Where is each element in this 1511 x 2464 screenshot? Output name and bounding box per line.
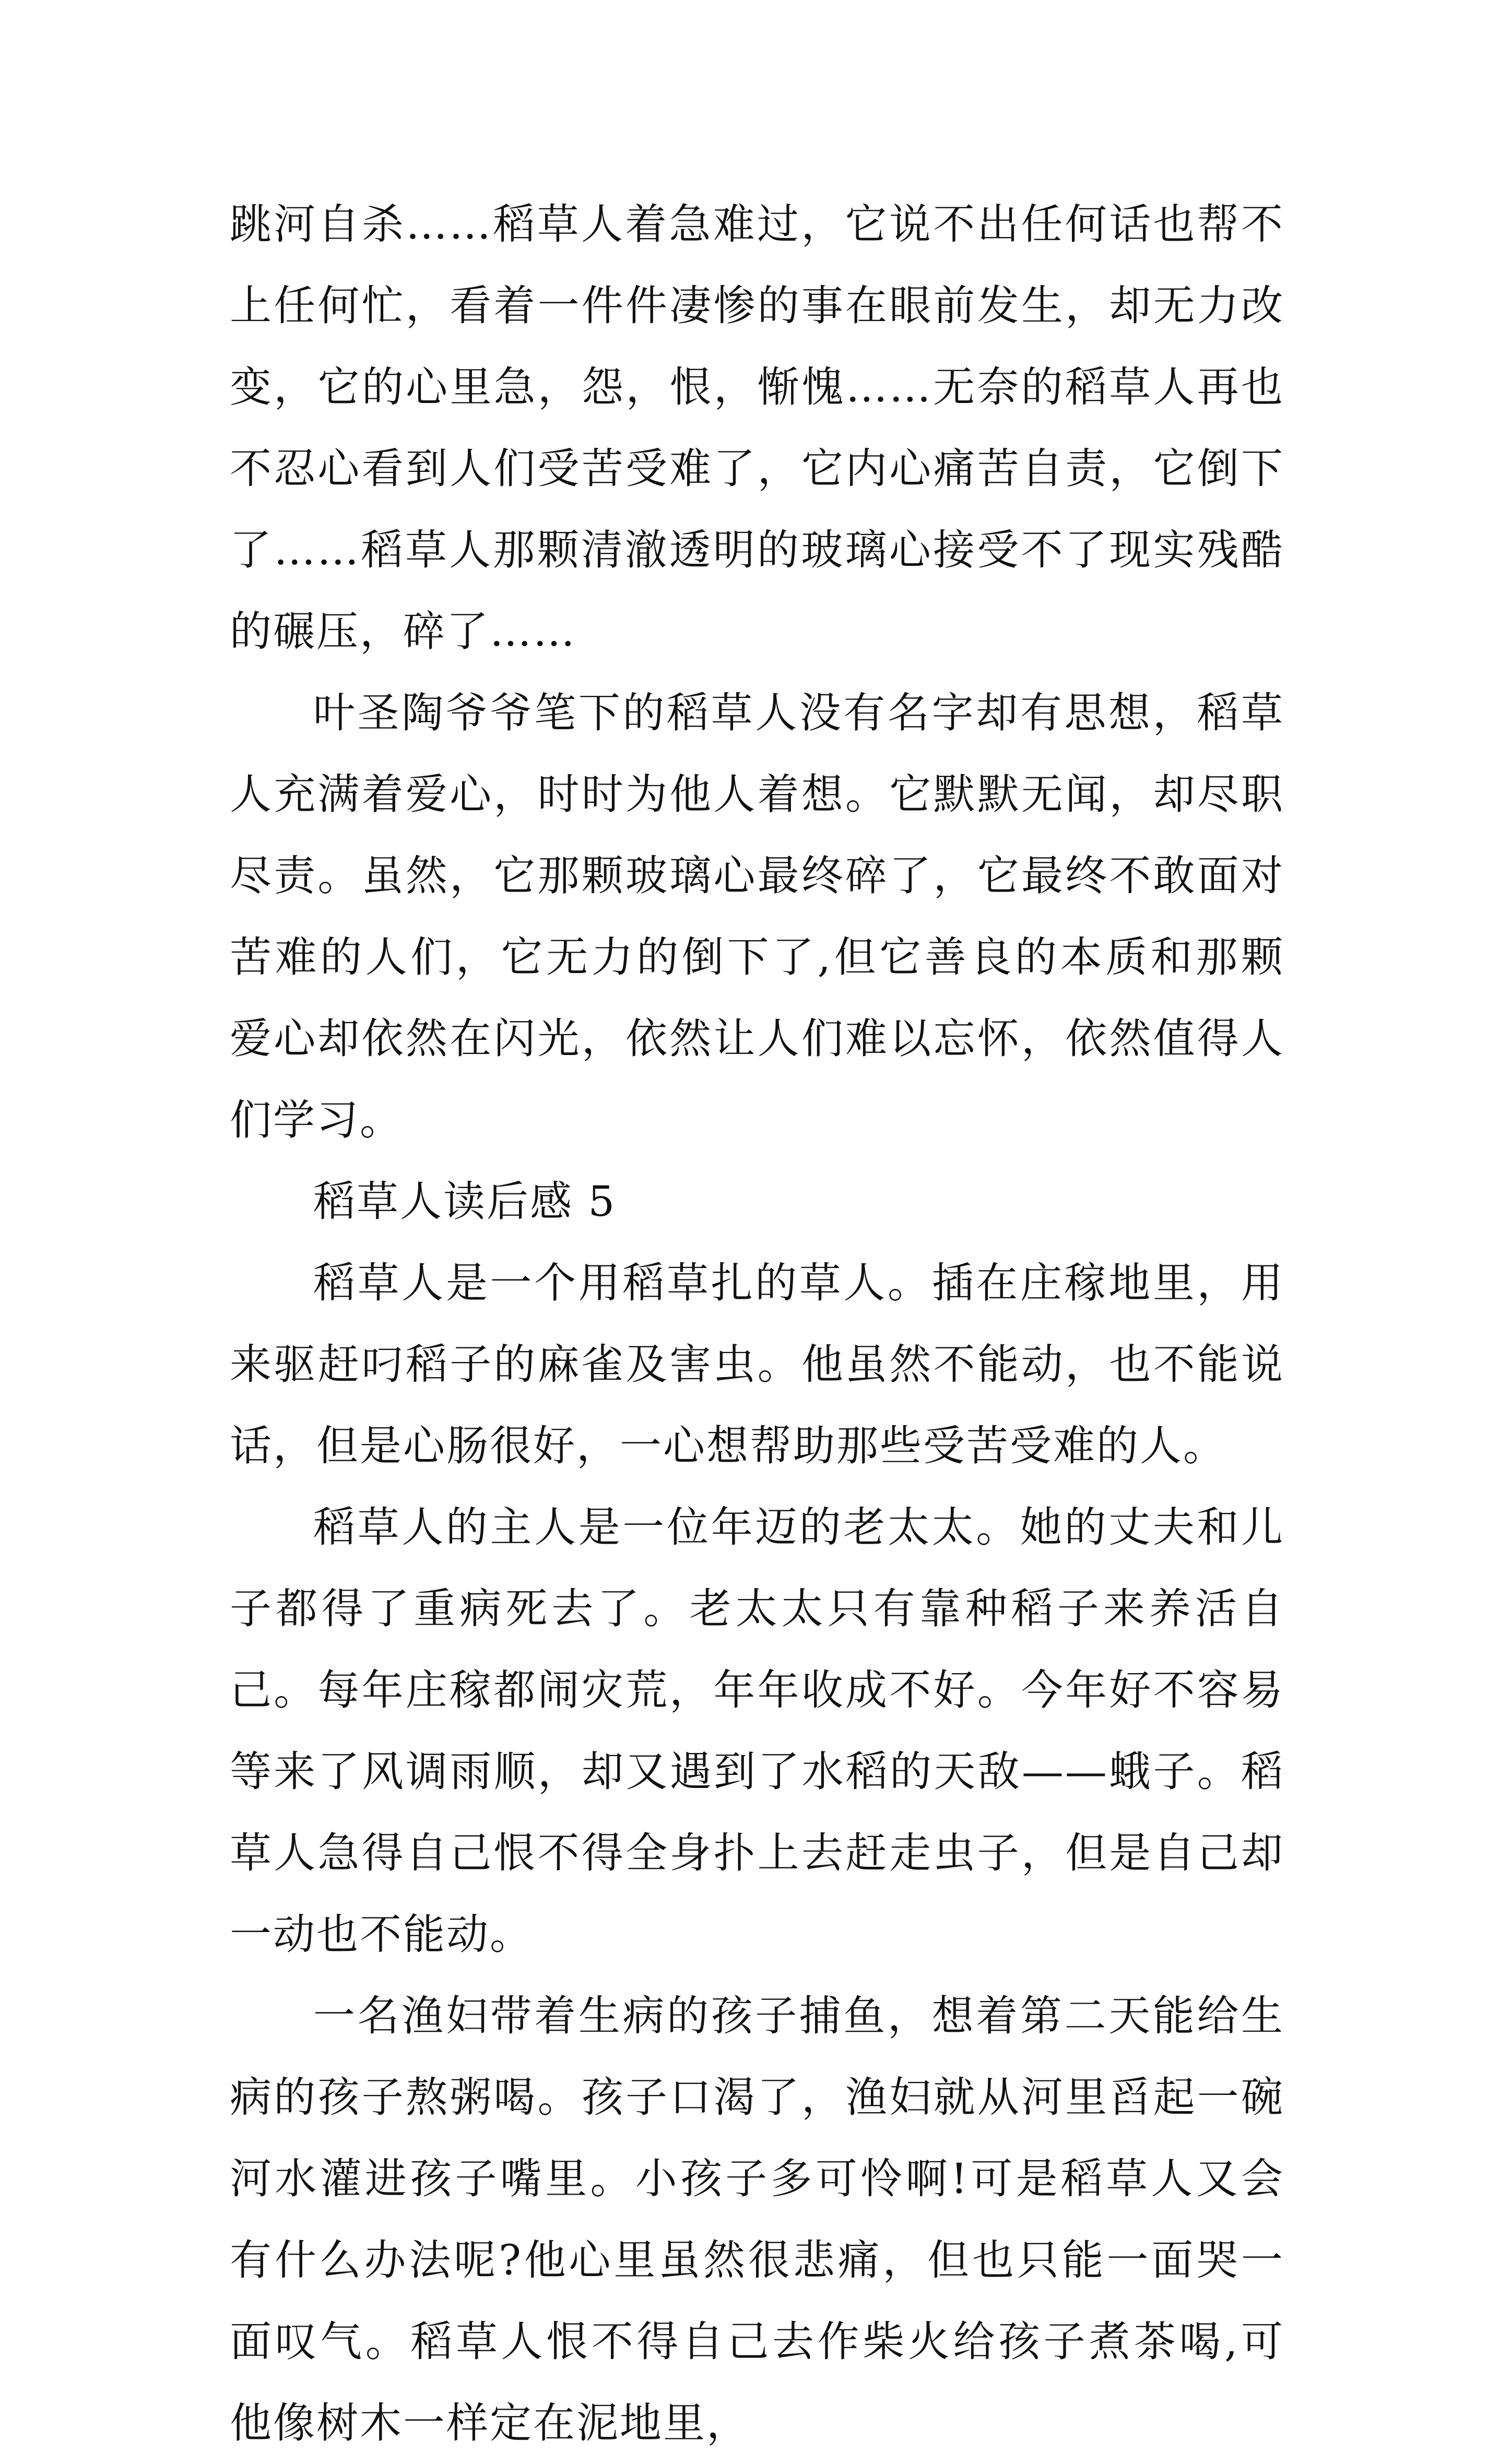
section-heading: 稻草人读后感 5: [313, 1177, 617, 1226]
paragraph-1: 跳河自杀……稻草人着急难过，它说不出任何话也帮不上任何忙，看着一件件凄惨的事在眼前发生，却无力改变，它的心里急，怨，恨，惭愧……无奈的稻草人再也不忍心看到人们受苦受难了，它内心痛苦自责，它倒下了……稻草人那颗清澈透明的玻璃心接受不了现实残酷的碾压，碎了……: [230, 200, 1284, 656]
paragraph-3: 稻草人是一个用稻草扎的草人。插在庄稼地里，用来驱赶叼稻子的麻雀及害虫。他虽然不能动，也不能说话，但是心肠很好，一心想帮助那些受苦受难的人。: [230, 1259, 1284, 1470]
paragraph-4: 稻草人的主人是一位年迈的老太太。她的丈夫和儿子都得了重病死去了。老太太只有靠种稻子来养活自己。每年庄稼都闹灾荒，年年收成不好。今年好不容易等来了风调雨顺，却又遇到了水稻的天敌——蛾子。稻草人急得自己恨不得全身扑上去赶走虫子，但是自己却一动也不能动。: [230, 1503, 1284, 1959]
document-body: [230, 184, 1284, 2464]
paragraph-5: 一名渔妇带着生病的孩子捕鱼，想着第二天能给生病的孩子熬粥喝。孩子口渴了，渔妇就从河里舀起一碗河水灌进孩子嘴里。小孩子多可怜啊!可是稻草人又会有什么办法呢?他心里虽然很悲痛，但也只能一面哭一面叹气。稻草人恨不得自己去作柴火给孩子煮茶喝,可他像树木一样定在泥地里，: [230, 1992, 1284, 2447]
paragraph-2: 叶圣陶爷爷笔下的稻草人没有名字却有思想，稻草人充满着爱心，时时为他人着想。它默默无闻，却尽职尽责。虽然，它那颗玻璃心最终碎了，它最终不敢面对苦难的人们，它无力的倒下了,但它善良的本质和那颗爱心却依然在闪光，依然让人们难以忘怀，依然值得人们学习。: [230, 689, 1284, 1144]
